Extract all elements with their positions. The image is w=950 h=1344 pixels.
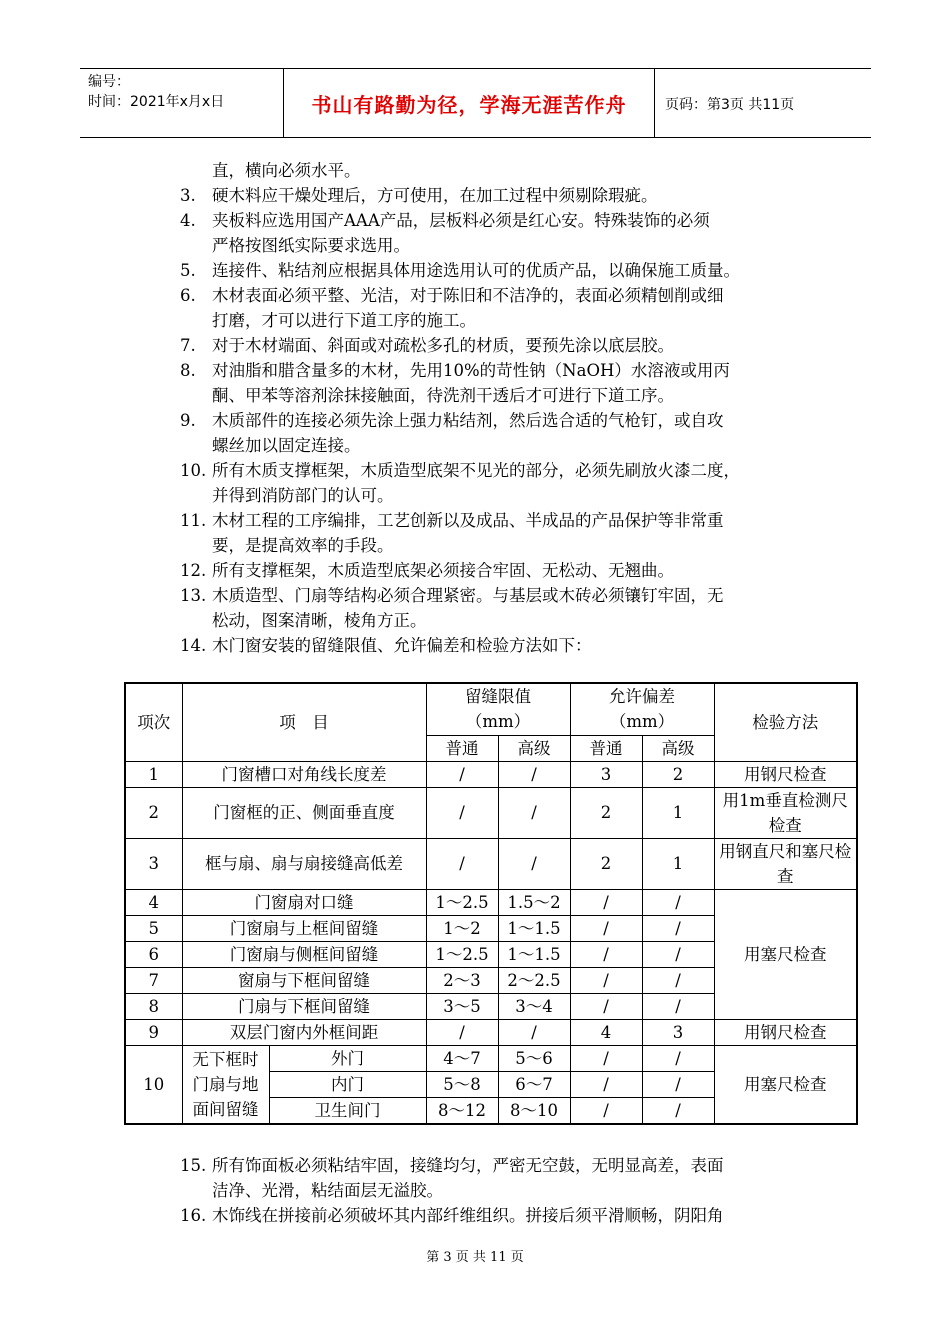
row-item: 门窗扇与上框间留缝 (182, 915, 426, 941)
header-gap-limit (426, 683, 570, 735)
tolerance-unit: （mm） (609, 712, 675, 732)
tolerance-label: 允许偏差 (609, 687, 675, 707)
row-index: 10 (125, 1045, 182, 1124)
table-header-row (125, 683, 857, 735)
row-tol-normal: / (570, 1071, 642, 1097)
requirement-list (180, 158, 820, 658)
table-row (125, 1019, 857, 1045)
list-item (180, 358, 820, 408)
page-header (80, 68, 871, 138)
row-tol-normal: / (570, 1045, 642, 1071)
row-gap-normal: / (426, 838, 498, 889)
row-subitem: 内门 (269, 1071, 426, 1097)
header-tolerance (570, 683, 714, 735)
row-tol-normal: / (570, 889, 642, 915)
row-method: 用塞尺检查 (714, 1045, 857, 1124)
list-item-number: 12. (180, 561, 207, 580)
row-tol-advanced: / (642, 915, 714, 941)
header-item: 项 目 (182, 683, 426, 761)
row-gap-advanced: / (498, 838, 570, 889)
row-tol-advanced: / (642, 941, 714, 967)
row-gap-normal: 4～7 (426, 1045, 498, 1071)
row-item: 框与扇、扇与扇接缝高低差 (182, 838, 426, 889)
list-item-number: 7. (180, 336, 196, 355)
row-gap-advanced: / (498, 1019, 570, 1045)
header-method: 检验方法 (714, 683, 857, 761)
list-item (180, 408, 820, 458)
list-item-line: 连接件、粘结剂应根据具体用途选用认可的优质产品，以确保施工质量。 (212, 261, 740, 280)
row-gap-advanced: 1～1.5 (498, 915, 570, 941)
row-gap-normal: 8～12 (426, 1097, 498, 1124)
row-method: 用1m垂直检测尺检查 (714, 787, 857, 838)
date-line: 时间：2021年x月x日 (88, 94, 225, 110)
row-gap-advanced: / (498, 761, 570, 787)
list-item (180, 333, 820, 358)
row-method: 用钢尺检查 (714, 761, 857, 787)
list-item (180, 558, 820, 583)
table-row (125, 787, 857, 838)
row-tol-advanced: / (642, 889, 714, 915)
list-item (180, 458, 820, 508)
row-tol-normal: / (570, 1097, 642, 1124)
list-item (180, 633, 820, 658)
row-item: 双层门窗内外框间距 (182, 1019, 426, 1045)
row-index: 3 (125, 838, 182, 889)
list-item-line: 并得到消防部门的认可。 (212, 486, 394, 505)
row-gap-normal: 1～2.5 (426, 941, 498, 967)
list-item-number: 8. (180, 361, 196, 380)
row-subitem: 卫生间门 (269, 1097, 426, 1124)
list-item-line: 木材表面必须平整、光洁，对于陈旧和不洁净的，表面必须精刨削或细 (212, 286, 724, 305)
table-row (125, 889, 857, 915)
row-item: 门窗框的正、侧面垂直度 (182, 787, 426, 838)
continuation-line: 直，横向必须水平。 (212, 161, 361, 180)
list-item-line: 酮、甲苯等溶剂涂抹接触面，待洗剂干透后才可进行下道工序。 (212, 386, 674, 405)
row-tol-advanced: 2 (642, 761, 714, 787)
row-tol-advanced: / (642, 993, 714, 1019)
row-method: 用钢直尺和塞尺检查 (714, 838, 857, 889)
row-tol-normal: 2 (570, 838, 642, 889)
row-index: 9 (125, 1019, 182, 1045)
row-gap-normal: 1～2.5 (426, 889, 498, 915)
row-gap-normal: / (426, 761, 498, 787)
list-item-line: 木质造型、门扇等结构必须合理紧密。与基层或木砖必须镶钉牢固，无 (212, 586, 724, 605)
list-items (180, 183, 820, 658)
table-row (125, 1045, 857, 1071)
list-item-line: 所有支撑框架，木质造型底架必须接合牢固、无松动、无翘曲。 (212, 561, 674, 580)
list-item (180, 208, 820, 258)
row-gap-advanced: / (498, 787, 570, 838)
gap-limit-label: 留缝限值 (465, 687, 531, 707)
row-tol-normal: 2 (570, 787, 642, 838)
row-gap-normal: 1～2 (426, 915, 498, 941)
row-index: 7 (125, 967, 182, 993)
row-item: 门窗扇与侧框间留缝 (182, 941, 426, 967)
header-divider (654, 69, 655, 137)
row-tol-advanced: / (642, 1097, 714, 1124)
list-item-line: 严格按图纸实际要求选用。 (212, 236, 410, 255)
list-item-line: 对于木材端面、斜面或对疏松多孔的材质，要预先涂以底层胶。 (212, 336, 674, 355)
header-normal: 普通 (426, 735, 498, 761)
list-item-line: 所有饰面板必须粘结牢固，接缝均匀，严密无空鼓，无明显高差，表面 (212, 1156, 724, 1175)
list-item-line: 要，是提高效率的手段。 (212, 536, 394, 555)
row-gap-normal: 3～5 (426, 993, 498, 1019)
tolerance-table (124, 682, 858, 1125)
row-tol-normal: / (570, 941, 642, 967)
row-item: 窗扇与下框间留缝 (182, 967, 426, 993)
table-row (125, 838, 857, 889)
header-normal: 普通 (570, 735, 642, 761)
list-item-line: 洁净、光滑，粘结面层无溢胶。 (212, 1181, 443, 1200)
row-item: 门窗槽口对角线长度差 (182, 761, 426, 787)
list-item-line: 所有木质支撑框架，木质造型底架不见光的部分，必须先刷放火漆二度， (212, 461, 740, 480)
header-advanced: 高级 (498, 735, 570, 761)
list-item (180, 258, 820, 283)
row-item: 门窗扇对口缝 (182, 889, 426, 915)
list-item-line: 对油脂和腊含量多的木材，先用10%的苛性钠（NaOH）水溶液或用丙 (212, 361, 730, 380)
list-item-number: 11. (180, 511, 207, 530)
row-tol-normal: / (570, 993, 642, 1019)
row-gap-normal: / (426, 787, 498, 838)
row-item: 门扇与下框间留缝 (182, 993, 426, 1019)
row-gap-normal: 2～3 (426, 967, 498, 993)
table-row (125, 761, 857, 787)
row-index: 5 (125, 915, 182, 941)
list-item (180, 283, 820, 333)
row-index: 8 (125, 993, 182, 1019)
list-item (180, 583, 820, 633)
row-gap-advanced: 2～2.5 (498, 967, 570, 993)
list-item-line: 夹板料应选用国产AAA产品，层板料必须是红心安。特殊装饰的必须 (212, 211, 710, 230)
row-method: 用塞尺检查 (714, 889, 857, 1019)
row-tol-advanced: / (642, 1071, 714, 1097)
row-gap-normal: 5～8 (426, 1071, 498, 1097)
row-method: 用钢尺检查 (714, 1019, 857, 1045)
row-tol-advanced: / (642, 967, 714, 993)
row-subitem: 外门 (269, 1045, 426, 1071)
requirement-list-continued (180, 1153, 820, 1228)
row-tol-normal: 4 (570, 1019, 642, 1045)
row-tol-advanced: 1 (642, 787, 714, 838)
list-item-number: 5. (180, 261, 196, 280)
list-item-number: 14. (180, 636, 207, 655)
row-gap-advanced: 5～6 (498, 1045, 570, 1071)
list-item (180, 183, 820, 208)
row-tol-advanced: 3 (642, 1019, 714, 1045)
row-tol-advanced: 1 (642, 838, 714, 889)
row-gap-advanced: 8～10 (498, 1097, 570, 1124)
list-item-line: 硬木料应干燥处理后，方可使用，在加工过程中须剔除瑕疵。 (212, 186, 658, 205)
code-label: 编号： (88, 74, 130, 90)
gap-limit-unit: （mm） (465, 712, 531, 732)
header-advanced: 高级 (642, 735, 714, 761)
row-tol-advanced: / (642, 1045, 714, 1071)
row-index: 2 (125, 787, 182, 838)
row-gap-advanced: 1.5～2 (498, 889, 570, 915)
row-gap-advanced: 3～4 (498, 993, 570, 1019)
list-item-number: 3. (180, 186, 196, 205)
list-item-number: 16. (180, 1206, 207, 1225)
row-gap-advanced: 1～1.5 (498, 941, 570, 967)
list-item-number: 15. (180, 1156, 207, 1175)
list-item-number: 6. (180, 286, 196, 305)
header-page-info: 页码：第3页 共11页 (665, 97, 795, 113)
list-item-line: 木门窗安装的留缝限值、允许偏差和检验方法如下： (212, 636, 592, 655)
row-gap-advanced: 6～7 (498, 1071, 570, 1097)
list-item (180, 1203, 820, 1228)
list-item (180, 1153, 820, 1203)
header-motto: 书山有路勤为径，学海无涯苦作舟 (311, 93, 627, 117)
row-tol-normal: / (570, 967, 642, 993)
list-item-line: 木质部件的连接必须先涂上强力粘结剂，然后选合适的气枪钉，或自攻 (212, 411, 724, 430)
header-meta (88, 72, 224, 112)
row-index: 4 (125, 889, 182, 915)
row-index: 6 (125, 941, 182, 967)
list-item-number: 4. (180, 211, 196, 230)
page-footer: 第 3 页 共 11 页 (426, 1250, 524, 1265)
row-tol-normal: / (570, 915, 642, 941)
list-item-line: 松动，图案清晰，棱角方正。 (212, 611, 427, 630)
list-item-line: 螺丝加以固定连接。 (212, 436, 361, 455)
row-tol-normal: 3 (570, 761, 642, 787)
list-item-number: 9. (180, 411, 196, 430)
list-item-line: 木饰线在拼接前必须破坏其内部纤维组织。拼接后须平滑顺畅，阴阳角 (212, 1206, 724, 1225)
row-index: 1 (125, 761, 182, 787)
list-item-number: 10. (180, 461, 207, 480)
header-index: 项次 (125, 683, 182, 761)
row-gap-normal: / (426, 1019, 498, 1045)
list-items (180, 1153, 820, 1228)
list-item-line: 木材工程的工序编排，工艺创新以及成品、半成品的产品保护等非常重 (212, 511, 724, 530)
list-item-line: 打磨，才可以进行下道工序的施工。 (212, 311, 476, 330)
list-item-number: 13. (180, 586, 207, 605)
row-item: 无下框时门扇与地面间留缝 (182, 1045, 269, 1124)
list-item (180, 508, 820, 558)
